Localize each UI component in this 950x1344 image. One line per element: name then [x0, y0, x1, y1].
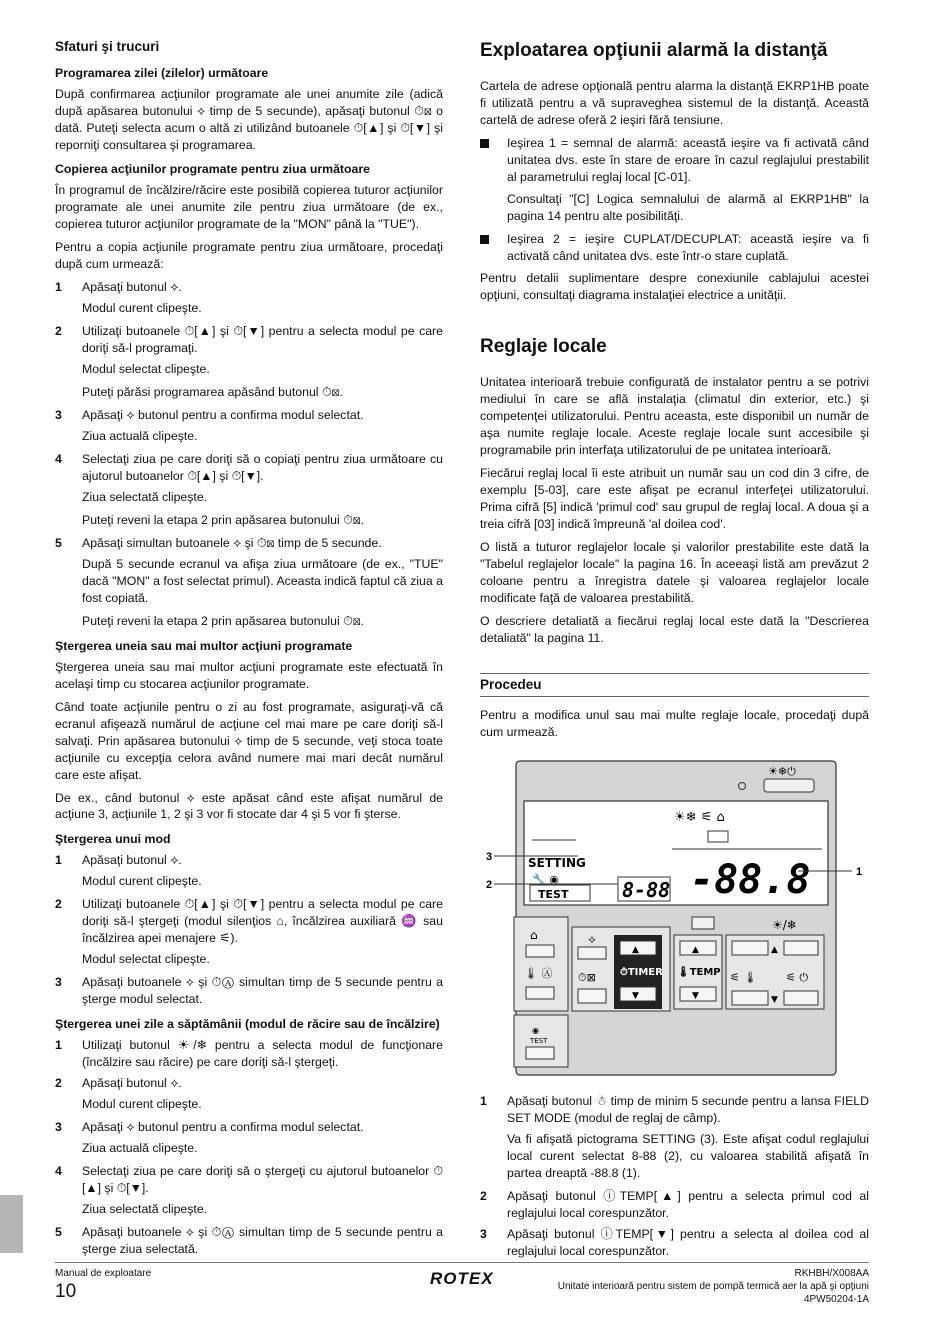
step-note: Ziua actuală clipeşte.: [82, 1140, 198, 1155]
step-text: Apăsaţi butonul ⓘTEMP[▲] pentru a selecta primul cod al reglajului local corespunzător.: [507, 1189, 869, 1220]
lcd-setting-text: SETTING: [528, 856, 586, 871]
step-note: Modul selectat clipeşte.: [82, 362, 210, 377]
left-column: [55, 38, 443, 1262]
temp-down-arrow: ▼: [692, 991, 699, 1002]
bullet-note: Consultaţi "[C] Logica semnalului de alarmă al EKRP1HB" la pagina 14 pentru alte posibilităţi.: [507, 192, 869, 223]
step-item: [55, 896, 443, 947]
paragraph: Fiecărui reglaj local îi este atribuit un număr sau un cod din 3 cifre, de exemplu [5-03], care este afişat pe ecranul interfeţei utilizatorului. Prima cifră [5] indică 'primul cod' sau grupul de reglaj local. A doua şi a treia cifră [03] indică împreună 'al doilea cod'.: [480, 465, 869, 531]
temp-label: 🌡TEMP: [677, 967, 721, 979]
thermo-icon: 🌡 Ⓐ: [524, 967, 553, 981]
procedure-title: Procedeu: [480, 673, 869, 698]
paragraph: În programul de încălzire/răcire este posibilă copierea tuturor acţiunilor programate ale unei anumite zile pentru ziua următoare (de ex., copierea tuturor acţiunilor programate de la "MON" până la "TUE").: [55, 183, 443, 232]
day-steps-list: [55, 1037, 443, 1258]
step-item: [55, 451, 443, 485]
cool-heat-button: [784, 941, 818, 955]
footer-code: 4PW50204-1A: [803, 1294, 869, 1305]
water-power-icons: ⚟ ⏻: [786, 971, 809, 985]
water-icons: ⚟ 🌡: [730, 971, 758, 985]
bullet-text: Ieşirea 1 = semnal de alarmă: această ieşire va fi activată când unitatea dvs. este în stare de eroare în cazul reglajului prestabilit al parametrului reglaj local [C-01].: [507, 136, 869, 185]
step-item: [55, 1075, 443, 1092]
lcd-mode-icons: ☀❄ ⚟ ⌂: [674, 810, 725, 826]
paragraph: O descriere detaliată a fiecărui reglaj local este dată la "Descrierea detaliată" la pagina 11.: [480, 613, 869, 645]
lcd-code: 8-88: [622, 878, 671, 903]
section-title-delete-mode: Ştergerea unui mod: [55, 832, 171, 847]
step-number: 5: [55, 1224, 62, 1239]
step-number: 4: [55, 1163, 62, 1178]
paragraph: Pentru a modifica unul sau mai multe reglaje locale, procedaţi după cum urmează.: [480, 708, 869, 740]
section-title-copy: Copierea acţiunilor programate pentru ziua următoare: [55, 162, 371, 177]
step-item: [55, 279, 443, 296]
step-text: Apăsaţi butoanele ⟡ şi ⏱Ⓐ simultan timp de 5 secunde pentru a şterge ziua selectată.: [82, 1224, 443, 1256]
step-item: [55, 1037, 443, 1071]
paragraph: Pentru detalii suplimentare despre conexiunile cablajului acestei opţiuni, consultaţi diagrama instalaţiei electrice a unităţii.: [480, 270, 869, 302]
step-text: Selectaţi ziua pe care doriţi să o ştergeţi cu ajutorul butoanelor ⏱[▲] şi ⏱[▼].: [82, 1163, 443, 1195]
step-item: [55, 535, 443, 552]
paragraph: Unitatea interioară trebuie configurată de instalator pentru a se potrivi mediului în care se află instalaţia (climatul din exterior, etc.) şi competenţei utilizatorului. Pentru aceasta, este disponibil un număr de aşa numite reglaje locale. Aceste reglaje locale sunt accesibile şi programabile prin interfaţa utilizatorului de pe unitatea interioară.: [480, 375, 869, 457]
water-down-button: [732, 991, 768, 1005]
step-item: [55, 1163, 443, 1197]
step-text: Apăsaţi butonul ⓘTEMP[▼] pentru a selecta al doilea cod al reglajului local corespunzător.: [507, 1226, 869, 1258]
program-icon: ⟡: [588, 932, 596, 947]
callout-3: 3: [486, 851, 493, 864]
weather-button: [526, 987, 554, 999]
page-number: 10: [55, 1281, 77, 1302]
controller-diagram: [480, 759, 869, 1079]
step-number: 2: [55, 1076, 62, 1091]
clock-button: [578, 989, 606, 1003]
water-power-button: [784, 991, 818, 1005]
lcd-value: -88.8: [690, 857, 811, 904]
alarm-title: Exploatarea opţiunii alarmă la distanţă: [480, 40, 828, 61]
step-text: Apăsaţi butonul ⟡.: [82, 853, 182, 868]
step-note: Modul curent clipeşte.: [82, 874, 202, 889]
bullet-text: Ieşirea 2 = ieşire CUPLAT/DECUPLAT: această ieşire va fi activată când unitatea dvs. este într-o stare cuplată.: [507, 231, 869, 263]
timer-up-arrow: ▲: [632, 945, 639, 956]
copy-steps-list: [55, 279, 443, 629]
callout-1: 1: [856, 866, 863, 879]
water-up-button: [732, 941, 768, 955]
footer-manual: Manual de exploatare: [55, 1268, 152, 1279]
step-number: 3: [55, 975, 62, 990]
quiet-button: [526, 945, 554, 957]
step-number: 2: [480, 1189, 487, 1203]
procedure-steps-list: [480, 1093, 869, 1260]
page-tab-marker: [0, 1195, 23, 1253]
test-button: [526, 1047, 554, 1059]
bullet-square-icon: [480, 135, 507, 186]
quiet-mode-icon: ⌂: [530, 928, 538, 943]
water-down-arrow: ▼: [771, 995, 778, 1006]
clock-icons: ⏱⊠: [578, 971, 596, 985]
step-text: Utilizaţi butoanele ⏱[▲] şi ⏱[▼] pentru a selecta modul pe care doriţi să-l ştergeţi (modul silenţios ⌂, încălzirea auxiliară ♒ sau încălzirea apei menajere ⚟).: [82, 897, 443, 946]
tips-title: Sfaturi şi trucuri: [55, 39, 160, 54]
step-item: [480, 1226, 869, 1260]
step-note: Modul curent clipeşte.: [82, 301, 202, 316]
step-number: 2: [55, 324, 62, 339]
timer-label: ⏱TIMER: [620, 967, 663, 979]
step-item: [480, 1188, 869, 1222]
step-item: [55, 974, 443, 1008]
step-note: Modul selectat clipeşte.: [82, 952, 210, 967]
step-note: Va fi afişată pictograma SETTING (3). Este afişat codul reglajului local curent selectat 8-88 (2), cu valoarea stabilită afişată în partea dreaptă -88.8 (1).: [507, 1132, 869, 1181]
footer-desc: Unitate interioară pentru sistem de pompă termică aer la apă şi opţiuni: [557, 1281, 869, 1292]
step-number: 1: [480, 1094, 487, 1109]
section-title-delete-actions: Ştergerea uneia sau mai multor acţiuni programate: [55, 638, 353, 653]
paragraph: O listă a tuturor reglajelor locale şi valorilor prestabilite este dată la "Tabelul reglajelor locale" la pagina 16. În aceeaşi listă am prevăzut 2 coloane pentru a înregistra datele şi valoarea reglajelor locale modificate faţă de valoarea prestabilită.: [480, 539, 869, 605]
panel-tab: [692, 917, 714, 929]
rotex-logo: ROTEX: [430, 1269, 494, 1288]
step-item: [55, 852, 443, 869]
footer-model: RKHBH/X008AA: [794, 1268, 869, 1279]
alarm-bullets: [480, 135, 869, 265]
paragraph: După confirmarea acţiunilor programate ale unei anumite zile (adică după apăsarea butonului ⟡ timp de 5 secunde), apăsaţi butonul ⏱⊠ o dată. Puteţi selecta acum o altă zi utilizând butoanele ⏱[▲] şi ⏱[▼] şi reporniţi consultarea şi programarea.: [55, 86, 443, 152]
right-column: [480, 38, 869, 1264]
step-number: 1: [55, 1038, 62, 1053]
program-button: [578, 947, 606, 959]
lcd-wrench-icon: 🔧 ◉: [532, 873, 559, 887]
step-text: Apăsaţi ⟡ butonul pentru a confirma modul selectat.: [82, 408, 364, 423]
paragraph: Cartela de adrese opţională pentru alarma la distanţă EKRP1HB poate fi utilizată pentru a vă supraveghea sistemul de la distanţă. Această cartelă de adrese oferă 2 ieşiri fără tensiune.: [480, 79, 869, 128]
footer-right: [539, 1267, 869, 1306]
footer: [55, 1262, 869, 1305]
step-number: 2: [55, 897, 62, 912]
paragraph: De ex., când butonul ⟡ este apăsat când este afişat numărul de acţiune 3, acţiunile 1, 2 şi 3 vor fi stocate dar 4 şi 5 vor fi şterse.: [55, 790, 443, 822]
step-number: 3: [55, 1120, 62, 1134]
step-item: [55, 323, 443, 357]
timer-down-arrow: ▼: [632, 991, 639, 1002]
test-icon: ◉: [532, 1026, 539, 1036]
step-number: 1: [55, 280, 62, 295]
paragraph: Ştergerea uneia sau mai multor acţiuni programate este efectuată în acelaşi timp cu stocarea acţiunilor programate.: [55, 659, 443, 691]
step-note: Ziua selectată clipeşte.: [82, 1201, 208, 1216]
step-note: Puteţi părăsi programarea apăsând butonul ⏱⊠.: [82, 385, 343, 400]
step-text: Utilizaţi butonul ☀/❄ pentru a selecta modul de funcţionare (încălzire sau răcire) pe care doriţi să-l ştergeţi.: [82, 1038, 443, 1070]
step-item: [55, 1224, 443, 1258]
controller-figure: [480, 759, 869, 1079]
step-text: Apăsaţi simultan butoanele ⟡ şi ⏱⊠ timp de 5 secunde.: [82, 535, 382, 550]
step-number: 3: [55, 408, 62, 423]
step-number: 5: [55, 535, 62, 550]
step-item: [55, 1119, 443, 1136]
step-note: Modul curent clipeşte.: [82, 1097, 202, 1112]
paragraph: Când toate acţiunile pentru o zi au fost programate, asiguraţi-vă că ecranul afişează numărul de acţiune cel mai mare pe care doriţi să-l salvaţi. Prin apăsarea butonului ⟡ timp de 5 secunde, veţi stoca toate acţiunile cu excepţia celora având numere mai mari decât numărul care este afişat.: [55, 699, 443, 782]
step-note: Ziua actuală clipeşte.: [82, 429, 198, 444]
bullet-square-icon: [480, 231, 507, 265]
step-text: Apăsaţi butoanele ⟡ şi ⏱Ⓐ simultan timp de 5 secunde pentru a şterge modul selectat.: [82, 975, 443, 1007]
test-label: TEST: [530, 1037, 548, 1046]
step-number: 1: [55, 853, 62, 868]
step-item: [480, 1093, 869, 1127]
lcd-test-text: TEST: [538, 888, 569, 902]
step-text: Apăsaţi butonul ⟡.: [82, 1076, 182, 1091]
on-off-button: [764, 779, 814, 792]
callout-2: 2: [486, 879, 493, 892]
step-text: Utilizaţi butoanele ⏱[▲] şi ⏱[▼] pentru a selecta modul pe care doriţi să-l programaţi.: [82, 324, 443, 356]
mode-symbols: ☀❄⏻: [768, 765, 796, 779]
step-note: Ziua selectată clipeşte.: [82, 489, 208, 504]
step-number: 4: [55, 452, 62, 467]
step-item: [55, 407, 443, 424]
bullet-item: [480, 231, 869, 265]
section-title-next-day: Programarea zilei (zilelor) următoare: [55, 65, 269, 80]
step-text: Apăsaţi ⟡ butonul pentru a confirma modul selectat.: [82, 1120, 364, 1134]
water-up-arrow: ▲: [771, 945, 778, 956]
section-title-delete-day: Ştergerea unei zile a săptămânii (modul de răcire sau de încălzire): [55, 1017, 440, 1032]
bullet-item: [480, 135, 869, 186]
step-text: Selectaţi ziua pe care doriţi să o copiaţi pentru ziua următoare cu ajutorul butoanelor ⏱[▲] şi ⏱[▼].: [82, 452, 443, 483]
step-text: Apăsaţi butonul ☃ timp de minim 5 secunde pentru a lansa FIELD SET MODE (modul de reglaj de câmp).: [507, 1094, 869, 1126]
temp-up-arrow: ▲: [692, 945, 699, 956]
step-text: Apăsaţi butonul ⟡.: [82, 280, 182, 295]
step-note: Puteţi reveni la etapa 2 prin apăsarea butonului ⏱⊠.: [82, 613, 364, 628]
mode-steps-list: [55, 852, 443, 1008]
paragraph: Pentru a copia acţiunile programate pentru ziua următoare, procedaţi după cum urmează:: [55, 240, 443, 272]
step-note: Puteţi reveni la etapa 2 prin apăsarea butonului ⏱⊠.: [82, 512, 364, 527]
step-number: 3: [480, 1226, 487, 1241]
local-settings-title: Reglaje locale: [480, 335, 607, 357]
step-note: După 5 secunde ecranul va afişa ziua următoare (de ex., "TUE" dacă "MON" a fost selectat primul). Aceasta indică faptul că ziua a fost copiată.: [82, 556, 443, 605]
cool-heat-icon: ☀/❄: [772, 918, 797, 933]
